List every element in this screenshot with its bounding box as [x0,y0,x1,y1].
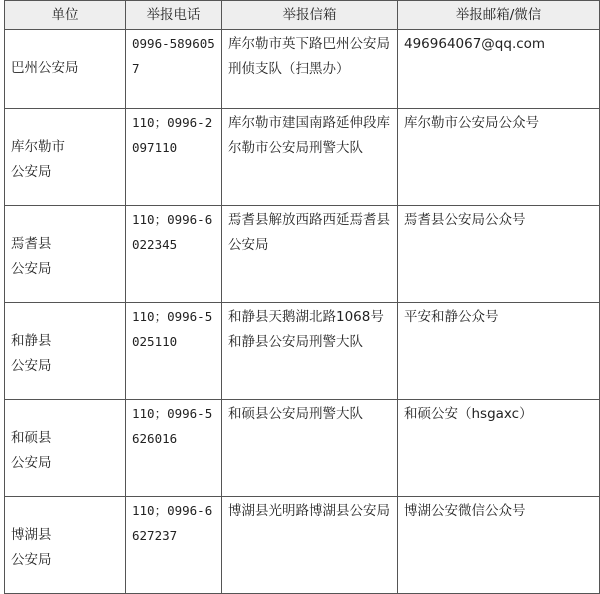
table-row [5,303,600,400]
mailbox-cell: 库尔勒市英下路巴州公安局刑侦支队（扫黑办） [222,30,398,109]
phone-cell: 0996-5896057 [126,30,222,109]
phone-cell: 110；0996-2097110 [126,109,222,206]
unit-cell: 焉耆县 公安局 [5,206,126,303]
mailbox-cell: 和静县天鹅湖北路1068号和静县公安局刑警大队 [222,303,398,400]
table-row [5,497,600,594]
contact-cell: 496964067@qq.com [398,30,600,109]
header-mailbox: 举报信箱 [222,1,398,30]
phone-cell: 110；0996-6627237 [126,497,222,594]
unit-cell: 和硕县 公安局 [5,400,126,497]
contact-cell: 平安和静公众号 [398,303,600,400]
mailbox-cell: 库尔勒市建国南路延伸段库尔勒市公安局刑警大队 [222,109,398,206]
phone-cell: 110；0996-6022345 [126,206,222,303]
contact-cell: 博湖公安微信公众号 [398,497,600,594]
report-contact-table [4,0,600,594]
table-row [5,30,600,109]
contact-cell: 焉耆县公安局公众号 [398,206,600,303]
header-phone: 举报电话 [126,1,222,30]
unit-cell: 和静县 公安局 [5,303,126,400]
header-unit: 单位 [5,1,126,30]
table-row [5,400,600,497]
contact-cell: 库尔勒市公安局公众号 [398,109,600,206]
header-row [5,1,600,30]
mailbox-cell: 和硕县公安局刑警大队 [222,400,398,497]
mailbox-cell: 博湖县光明路博湖县公安局 [222,497,398,594]
contact-cell: 和硕公安（hsgaxc） [398,400,600,497]
unit-cell: 库尔勒市 公安局 [5,109,126,206]
unit-cell: 巴州公安局 [5,30,126,109]
header-email-wechat: 举报邮箱/微信 [398,1,600,30]
table-row [5,109,600,206]
mailbox-cell: 焉耆县解放西路西延焉耆县公安局 [222,206,398,303]
unit-cell: 博湖县 公安局 [5,497,126,594]
table-row [5,206,600,303]
phone-cell: 110；0996-5626016 [126,400,222,497]
phone-cell: 110；0996-5025110 [126,303,222,400]
